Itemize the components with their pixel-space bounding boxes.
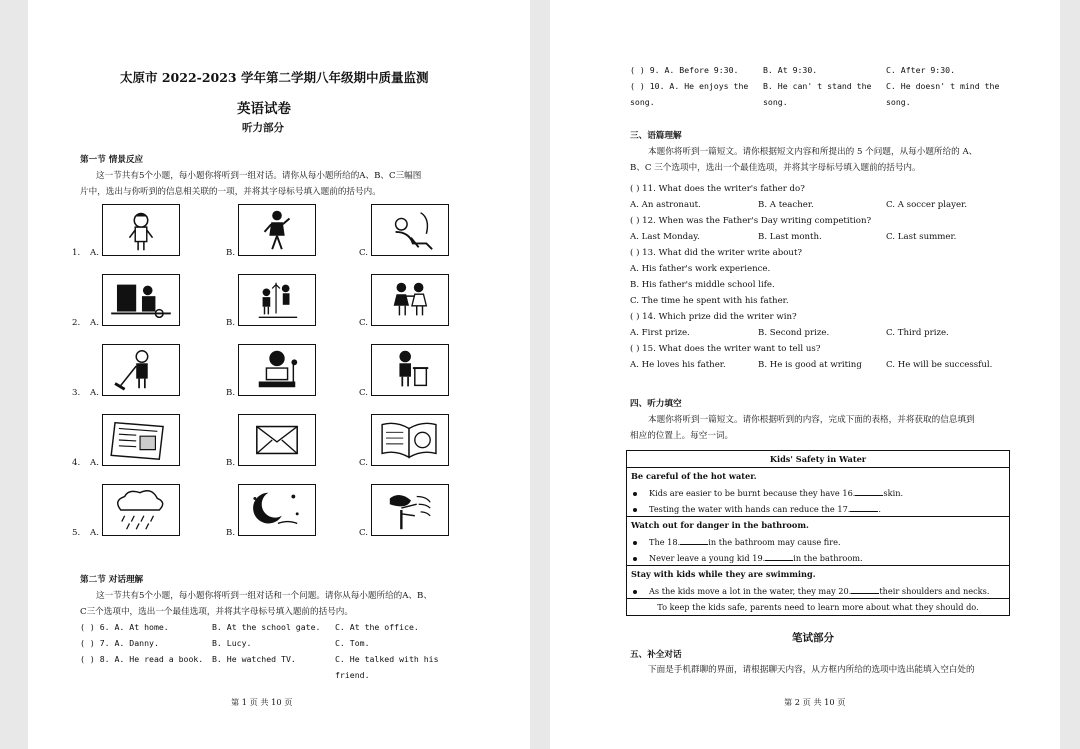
rain-cloud-icon <box>103 485 179 535</box>
q12-question: ( ) 12. When was the Father's Day writing competition? <box>630 216 872 226</box>
section2-instruction-2: C三个选项中，选出一个最佳选项，并将其字母标号填入题前的括号内。 <box>80 607 353 617</box>
picture-1-c <box>371 204 449 256</box>
blank-19[interactable] <box>765 551 793 561</box>
q7-option-b: B. Lucy. <box>212 638 252 648</box>
question-4-label-c: C. <box>359 458 369 468</box>
blank-17[interactable] <box>850 502 878 512</box>
section1-heading: 第一节 情景反应 <box>80 155 144 165</box>
section5-instruction: 下面是手机群聊的界面，请根据聊天内容，从方框内所给的选项中选出能填入空白处的 <box>648 665 975 675</box>
question-1-number: 1. <box>72 248 81 258</box>
q10-option-b: B. He can' t stand the <box>763 81 872 91</box>
section1-instruction-2: 片中，选出与你听到的信息相关联的一项，并将其字母标号填入题前的括号内。 <box>80 187 381 197</box>
question-4-label-a: A. <box>90 458 99 468</box>
question-4-label-b: B. <box>226 458 236 468</box>
question-2-label-c: C. <box>359 318 369 328</box>
q6-option-a: ( ) 6. A. At home. <box>80 622 169 632</box>
q11-option-a: A. An astronaut. <box>630 200 701 210</box>
q11-question: ( ) 11. What does the writer's father do? <box>630 184 805 194</box>
picture-4-c <box>371 414 449 466</box>
picture-5-c <box>371 484 449 536</box>
exam-page-2 <box>550 0 1060 749</box>
question-3-number: 3. <box>72 388 81 398</box>
table-row-18: The 18. in the bathroom may cause fire. <box>627 533 1010 549</box>
section4-instruction-2: 相应的位置上。每空一词。 <box>630 431 734 441</box>
blank-18[interactable] <box>680 535 708 545</box>
q12-option-b: B. Last month. <box>758 232 822 242</box>
table-heading-swimming: Stay with kids while they are swimming. <box>627 566 1010 583</box>
picture-2-c <box>371 274 449 326</box>
reading-boy-icon <box>239 345 315 395</box>
q14-option-a: A. First prize. <box>630 328 690 338</box>
section5-heading: 五、补全对话 <box>630 650 682 660</box>
table-row-20: As the kids move a lot in the water, they may 20. their shoulders and necks. <box>627 582 1010 599</box>
blank-16[interactable] <box>855 486 883 496</box>
section4-instruction-1: 本题你将听到一篇短文。请你根据听到的内容，完成下面的表格，并将获取的信息填到 <box>648 415 975 425</box>
q10-option-c-cont: song. <box>886 97 911 107</box>
section2-instruction-1: 这一节共有5个小题，每小题你将听到一组对话和一个问题。请你从每小题所给的A、B、 <box>96 591 432 601</box>
trash-boy-icon <box>372 345 448 395</box>
computer-user-icon <box>103 275 179 325</box>
q7-option-c: C. Tom. <box>335 638 370 648</box>
sweeping-boy-icon <box>103 345 179 395</box>
section3-heading: 三、语篇理解 <box>630 131 682 141</box>
blank-20[interactable] <box>851 584 879 594</box>
moon-night-icon <box>239 485 315 535</box>
exam-subtitle: 英语试卷 <box>237 101 291 117</box>
newspaper-icon <box>103 415 179 465</box>
question-5-number: 5. <box>72 528 81 538</box>
q11-option-b: B. A teacher. <box>758 200 814 210</box>
section1-instruction-1: 这一节共有5个小题，每小题你将听到一组对话。请你从每小题所给的A、B、C三幅图 <box>96 171 422 181</box>
kids-safety-table <box>626 450 1010 616</box>
q10-option-a: ( ) 10. A. He enjoys the <box>630 81 749 91</box>
q8-option-c: C. He talked with his <box>335 654 439 664</box>
picture-2-b <box>238 274 316 326</box>
open-book-icon <box>372 415 448 465</box>
q13-option-c: C. The time he spent with his father. <box>630 296 789 306</box>
q10-option-c: C. He doesn' t mind the <box>886 81 1000 91</box>
q10-option-a-cont: song. <box>630 97 655 107</box>
table-title: Kids' Safety in Water <box>627 451 1010 468</box>
q6-option-b: B. At the school gate. <box>212 622 321 632</box>
question-4-number: 4. <box>72 458 81 468</box>
q8-option-a: ( ) 8. A. He read a book. <box>80 654 204 664</box>
table-heading-hot-water: Be careful of the hot water. <box>627 468 1010 485</box>
q15-option-b: B. He is good at writing <box>758 360 862 370</box>
picture-5-a <box>102 484 180 536</box>
question-2-label-b: B. <box>226 318 236 328</box>
table-row-19: Never leave a young kid 19. in the bathroom. <box>627 549 1010 566</box>
exam-page-1 <box>28 0 530 749</box>
q13-option-b: B. His father's middle school life. <box>630 280 775 290</box>
q7-option-a: ( ) 7. A. Danny. <box>80 638 159 648</box>
relaxing-man-icon <box>372 205 448 255</box>
listening-part-label: 听力部分 <box>242 122 284 134</box>
page2-footer: 第 2 页 共 10 页 <box>784 697 846 707</box>
exam-title: 太原市 2022-2023 学年第二学期八年级期中质量监测 <box>120 70 429 85</box>
envelope-icon <box>239 415 315 465</box>
q14-option-b: B. Second prize. <box>758 328 830 338</box>
section4-heading: 四、听力填空 <box>630 399 682 409</box>
picture-3-b <box>238 344 316 396</box>
question-3-label-b: B. <box>226 388 236 398</box>
question-1-label-c: C. <box>359 248 369 258</box>
question-3-label-c: C. <box>359 388 369 398</box>
section2-heading: 第二节 对话理解 <box>80 575 144 585</box>
section3-instruction-1: 本题你将听到一篇短文。请你根据短文内容和所提出的 5 个问题，从每小题所给的 A、 <box>648 147 978 157</box>
q12-option-c: C. Last summer. <box>886 232 957 242</box>
q15-question: ( ) 15. What does the writer want to tell us? <box>630 344 821 354</box>
dancing-kids-icon <box>372 275 448 325</box>
page1-footer: 第 1 页 共 10 页 <box>231 697 293 707</box>
question-2-number: 2. <box>72 318 81 328</box>
table-footer: To keep the kids safe, parents need to learn more about what they should do. <box>627 599 1010 616</box>
picture-1-b <box>238 204 316 256</box>
q10-option-b-cont: song. <box>763 97 788 107</box>
table-heading-bathroom: Watch out for danger in the bathroom. <box>627 517 1010 534</box>
picture-4-b <box>238 414 316 466</box>
written-part-label: 笔试部分 <box>792 632 834 644</box>
q13-option-a: A. His father's work experience. <box>630 264 771 274</box>
q9-option-b: B. At 9:30. <box>763 65 818 75</box>
q8-option-b: B. He watched TV. <box>212 654 296 664</box>
picture-3-a <box>102 344 180 396</box>
picture-5-b <box>238 484 316 536</box>
section3-instruction-2: B、C 三个选项中，选出一个最佳选项，并将其字母标号填入题前的括号内。 <box>630 163 921 173</box>
windy-tree-icon <box>372 485 448 535</box>
question-5-label-a: A. <box>90 528 99 538</box>
q12-option-a: A. Last Monday. <box>630 232 700 242</box>
q11-option-c: C. A soccer player. <box>886 200 968 210</box>
question-1-label-a: A. <box>90 248 99 258</box>
table-row-17: Testing the water with hands can reduce the 17. . <box>627 500 1010 517</box>
q9-option-a: ( ) 9. A. Before 9:30. <box>630 65 739 75</box>
q13-question: ( ) 13. What did the writer write about? <box>630 248 803 258</box>
q6-option-c: C. At the office. <box>335 622 419 632</box>
table-row-16: Kids are easier to be burnt because they have 16. skin. <box>627 484 1010 500</box>
picture-1-a <box>102 204 180 256</box>
question-5-label-b: B. <box>226 528 236 538</box>
picture-2-a <box>102 274 180 326</box>
picture-3-c <box>371 344 449 396</box>
q8-option-c-cont: friend. <box>335 670 370 680</box>
q14-option-c: C. Third prize. <box>886 328 949 338</box>
q15-option-c: C. He will be successful. <box>886 360 993 370</box>
thin-man-icon <box>239 205 315 255</box>
q9-option-c: C. After 9:30. <box>886 65 956 75</box>
q15-option-a: A. He loves his father. <box>630 360 726 370</box>
crying-boy-icon <box>103 205 179 255</box>
q14-question: ( ) 14. Which prize did the writer win? <box>630 312 797 322</box>
question-3-label-a: A. <box>90 388 99 398</box>
gardening-kids-icon <box>239 275 315 325</box>
picture-4-a <box>102 414 180 466</box>
question-5-label-c: C. <box>359 528 369 538</box>
question-1-label-b: B. <box>226 248 236 258</box>
question-2-label-a: A. <box>90 318 99 328</box>
